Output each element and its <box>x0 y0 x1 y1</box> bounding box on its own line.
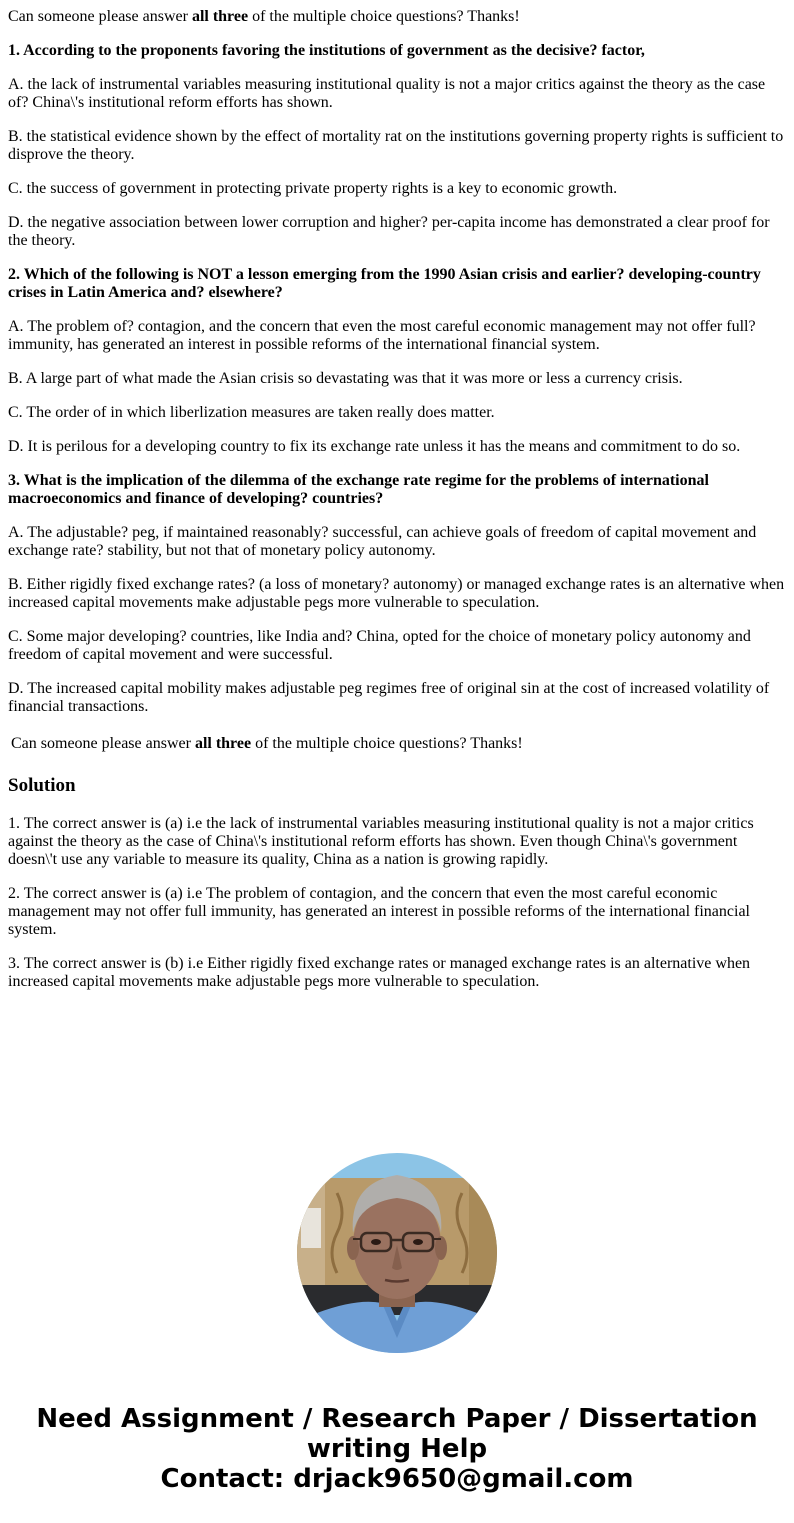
promo-contact: Contact: drjack9650@gmail.com <box>160 1464 634 1494</box>
question-2-option-d: D. It is perilous for a developing country to fix its exchange rate unless it has the means and commitment to do so. <box>8 438 741 455</box>
question-3-prompt: 3. What is the implication of the dilemma of the exchange rate regime for the problems of international macroeconomics and finance of developing? countries? <box>8 472 709 507</box>
outro-bold: all three <box>194 735 252 752</box>
promo-banner <box>0 1404 794 1494</box>
solution-answer-1: 1. The correct answer is (a) i.e the lack of instrumental variables measuring institutional quality is not a major critics against the theory as the case of China\'s institutional reform efforts has shown. Even though China\'s government doesn\'t use any variable to measure its quality, China as a nation is growing rapidly. <box>8 815 754 868</box>
question-1-option-b: B. the statistical evidence shown by the effect of mortality rat on the institutions governing property rights is sufficient to disprove the theory. <box>8 128 784 163</box>
question-2-option-a: A. The problem of? contagion, and the concern that even the most careful economic management may not offer full? immunity, has generated an interest in possible reforms of the international financial system. <box>8 318 756 353</box>
solution-answer-3: 3. The correct answer is (b) i.e Either rigidly fixed exchange rates or managed exchange rates is an alternative when increased capital movements make adjustable pegs more vulnerable to speculation. <box>8 955 751 990</box>
question-2-prompt: 2. Which of the following is NOT a lesson emerging from the 1990 Asian crisis and earlier? developing-country crises in Latin America and? elsewhere? <box>8 266 761 301</box>
promo-line-1: Need Assignment / Research Paper / Dissertation <box>36 1404 758 1434</box>
question-1-option-d: D. the negative association between lower corruption and higher? per-capita income has demonstrated a clear proof for the theory. <box>8 214 770 249</box>
question-3-option-b: B. Either rigidly fixed exchange rates? (a loss of monetary? autonomy) or managed exchange rates is an alternative when increased capital movements make adjustable pegs more vulnerable to speculation. <box>8 576 785 611</box>
solution-heading: Solution <box>8 775 76 796</box>
question-3-option-c: C. Some major developing? countries, like India and? China, opted for the choice of monetary policy autonomy and freedom of capital movement and were successful. <box>8 628 751 663</box>
solution-answer-2: 2. The correct answer is (a) i.e The problem of contagion, and the concern that even the most careful economic management may not offer full immunity, has generated an interest in possible reforms of the international financial system. <box>8 885 750 938</box>
intro-bold: all three <box>191 8 249 25</box>
person-portrait-icon <box>297 1153 497 1353</box>
question-3-option-d: D. The increased capital mobility makes adjustable peg regimes free of original sin at the cost of increased volatility of financial transactions. <box>8 680 770 715</box>
question-2-option-c: C. The order of in which liberlization measures are taken really does matter. <box>8 404 495 421</box>
question-2-option-b: B. A large part of what made the Asian crisis so devastating was that it was more or less a currency crisis. <box>8 370 683 387</box>
question-1-option-c: C. the success of government in protecting private property rights is a key to economic growth. <box>8 180 618 197</box>
avatar <box>297 1153 497 1353</box>
outro-text: Can someone please answer all three of the multiple choice questions? Thanks! <box>11 735 523 752</box>
promo-line-2: writing Help <box>306 1434 488 1464</box>
question-1-prompt: 1. According to the proponents favoring the institutions of government as the decisive? factor, <box>8 42 645 59</box>
intro-text: Can someone please answer all three of the multiple choice questions? Thanks! <box>8 8 520 25</box>
question-1-option-a: A. the lack of instrumental variables measuring institutional quality is not a major critics against the theory as the case of? China\'s institutional reform efforts has shown. <box>8 76 766 111</box>
question-3-option-a: A. The adjustable? peg, if maintained reasonably? successful, can achieve goals of freedom of capital movement and exchange rate? stability, but not that of monetary policy autonomy. <box>8 524 757 559</box>
